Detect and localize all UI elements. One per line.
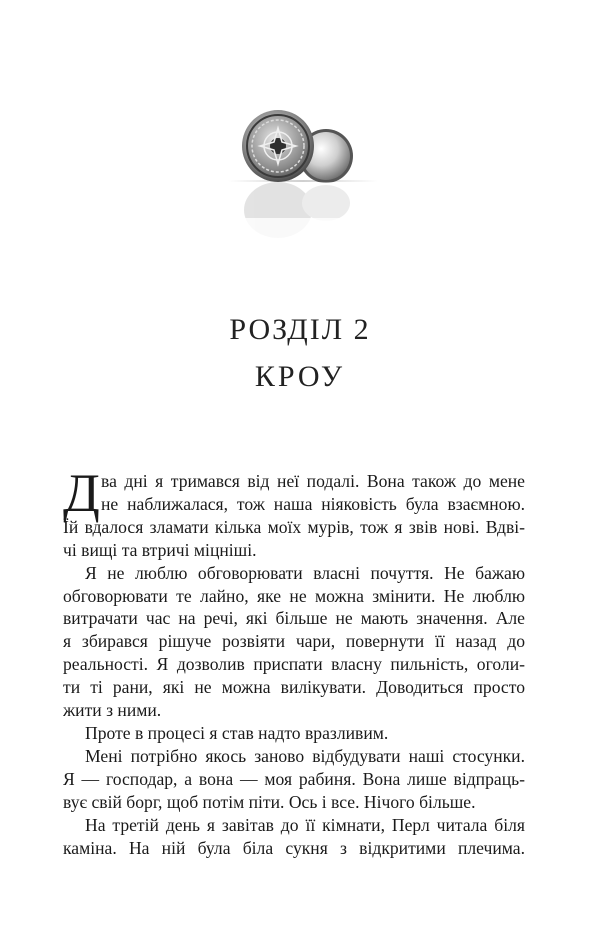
paragraph (63, 463, 525, 562)
text-line: Я — господар, а вона — моя рабиня. Вона лише відпраць- (63, 768, 525, 789)
text-line: ва дні я тримався від неї подалі. Вона також до мене (101, 471, 525, 491)
text-line: ти ті рани, які не можна вилікувати. Доводиться просто (63, 677, 525, 698)
text-line: жити з ними. (63, 700, 162, 721)
text-line: я збирався рішуче розвіяти чари, повернути її назад до (63, 631, 525, 652)
text-line: Їй вдалося зламати кілька моїх мурів, тож я звів нові. Вдві- (63, 516, 525, 537)
paragraph (63, 814, 525, 860)
drop-cap: Д (63, 463, 100, 523)
text-line: не наближалася, тож наша ніяковість була взаємною. (101, 493, 525, 514)
chapter-number: РОЗДІЛ 2 (229, 313, 371, 346)
text-line: каміна. На ній була біла сукня з відкритими плечима. (63, 837, 525, 858)
text-line: реальності. Я дозволив приспати власну пильність, оголи- (63, 654, 525, 675)
chapter-title: КРОУ (254, 360, 346, 393)
text-line: чі вищі та втричі міцніші. (63, 539, 257, 560)
chapter-body (63, 463, 525, 859)
paragraph (63, 562, 525, 722)
paragraph (63, 722, 525, 745)
text-line: обговорювати те лайно, яке не можна змінити. Не люблю (63, 585, 525, 606)
text-line: вує свій борг, щоб потім піти. Ось і все. Нічого більше. (63, 791, 476, 812)
text-line: Я не люблю обговорювати власні почуття. Не бажаю (85, 562, 525, 583)
text-line: Проте в процесі я став надто вразливим. (85, 722, 389, 743)
text-line: На третій день я завітав до її кімнати, Перл читала біля (85, 814, 525, 835)
brooch-and-pearl-icon (228, 98, 378, 248)
text-line: Мені потрібно якось заново відбудувати наші стосунки. (85, 745, 525, 766)
paragraph (63, 745, 525, 814)
text-line: витрачати час на речі, які більше не мають значення. Але (63, 608, 525, 629)
